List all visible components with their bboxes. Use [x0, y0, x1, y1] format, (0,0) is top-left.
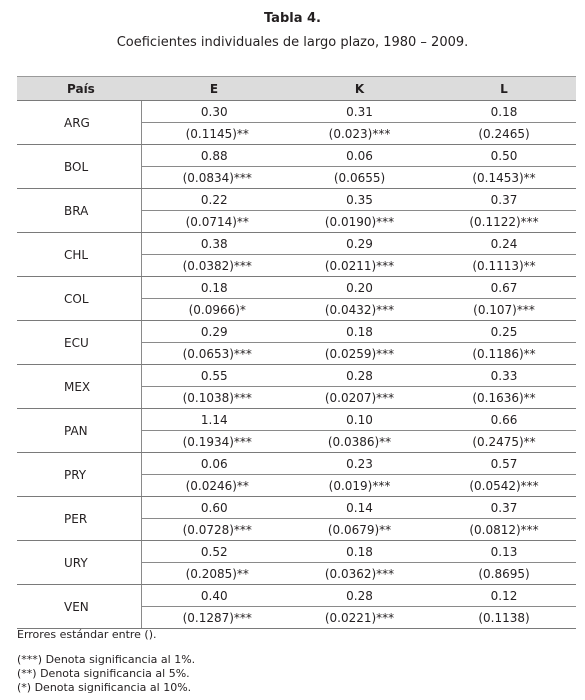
- coefficient-l-cell: 0.18: [432, 101, 576, 123]
- standard-error-e-cell: (0.0966)*: [141, 299, 287, 321]
- standard-error-l-cell: (0.1636)**: [432, 387, 576, 409]
- coefficient-e-cell: 0.30: [141, 101, 287, 123]
- coefficient-e-cell: 0.55: [141, 365, 287, 387]
- coefficient-e-cell: 0.22: [141, 189, 287, 211]
- coefficient-k-cell: 0.10: [287, 409, 432, 431]
- standard-error-e-cell: (0.0834)***: [141, 167, 287, 189]
- coefficient-l-cell: 0.12: [432, 585, 576, 607]
- header-country: País: [17, 77, 141, 101]
- standard-error-e-cell: (0.0246)**: [141, 475, 287, 497]
- table-row-coefficients: [17, 585, 576, 607]
- standard-error-l-cell: (0.2465): [432, 123, 576, 145]
- coefficient-k-cell: 0.23: [287, 453, 432, 475]
- standard-error-k-cell: (0.0679)**: [287, 519, 432, 541]
- standard-error-e-cell: (0.1934)***: [141, 431, 287, 453]
- header-e: E: [141, 77, 287, 101]
- coefficient-k-cell: 0.31: [287, 101, 432, 123]
- coefficient-k-cell: 0.18: [287, 321, 432, 343]
- table-row-coefficients: [17, 101, 576, 123]
- standard-error-k-cell: (0.0190)***: [287, 211, 432, 233]
- coefficient-e-cell: 0.40: [141, 585, 287, 607]
- coefficient-l-cell: 0.67: [432, 277, 576, 299]
- coefficient-l-cell: 0.33: [432, 365, 576, 387]
- coefficient-e-cell: 0.06: [141, 453, 287, 475]
- coefficient-k-cell: 0.28: [287, 365, 432, 387]
- coefficient-k-cell: 0.20: [287, 277, 432, 299]
- standard-error-k-cell: (0.023)***: [287, 123, 432, 145]
- note-standard-errors: Errores estándar entre ().: [17, 628, 157, 641]
- table-subtitle: Coeficientes individuales de largo plazo, 1980 – 2009.: [116, 35, 469, 50]
- standard-error-k-cell: (0.0221)***: [287, 607, 432, 629]
- standard-error-l-cell: (0.1122)***: [432, 211, 576, 233]
- standard-error-l-cell: (0.0542)***: [432, 475, 576, 497]
- country-cell: BOL: [17, 145, 141, 189]
- coefficient-e-cell: 0.29: [141, 321, 287, 343]
- standard-error-e-cell: (0.1038)***: [141, 387, 287, 409]
- standard-error-l-cell: (0.8695): [432, 563, 576, 585]
- coefficient-l-cell: 0.57: [432, 453, 576, 475]
- standard-error-k-cell: (0.0432)***: [287, 299, 432, 321]
- standard-error-k-cell: (0.0655): [287, 167, 432, 189]
- coefficient-k-cell: 0.06: [287, 145, 432, 167]
- standard-error-l-cell: (0.0812)***: [432, 519, 576, 541]
- standard-error-e-cell: (0.0728)***: [141, 519, 287, 541]
- standard-error-e-cell: (0.1145)**: [141, 123, 287, 145]
- standard-error-l-cell: (0.2475)**: [432, 431, 576, 453]
- country-cell: MEX: [17, 365, 141, 409]
- country-cell: ECU: [17, 321, 141, 365]
- country-cell: PER: [17, 497, 141, 541]
- table-row-coefficients: [17, 497, 576, 519]
- note-significance-5: (**) Denota significancia al 5%.: [17, 667, 190, 680]
- coefficient-l-cell: 0.25: [432, 321, 576, 343]
- table-title: Tabla 4.: [263, 11, 321, 26]
- country-cell: BRA: [17, 189, 141, 233]
- country-cell: CHL: [17, 233, 141, 277]
- country-cell: COL: [17, 277, 141, 321]
- coefficient-l-cell: 0.66: [432, 409, 576, 431]
- note-significance-1: (***) Denota significancia al 1%.: [17, 653, 196, 666]
- header-row: [17, 77, 576, 101]
- country-cell: URY: [17, 541, 141, 585]
- note-significance-10: (*) Denota significancia al 10%.: [17, 681, 192, 694]
- standard-error-l-cell: (0.1138): [432, 607, 576, 629]
- country-cell: VEN: [17, 585, 141, 629]
- standard-error-e-cell: (0.0714)**: [141, 211, 287, 233]
- standard-error-k-cell: (0.0259)***: [287, 343, 432, 365]
- standard-error-e-cell: (0.2085)**: [141, 563, 287, 585]
- table-row-coefficients: [17, 189, 576, 211]
- table-body: [17, 101, 576, 629]
- standard-error-k-cell: (0.019)***: [287, 475, 432, 497]
- standard-error-e-cell: (0.0382)***: [141, 255, 287, 277]
- coefficient-e-cell: 0.18: [141, 277, 287, 299]
- table-row-coefficients: [17, 233, 576, 255]
- table-row-coefficients: [17, 321, 576, 343]
- coefficient-l-cell: 0.24: [432, 233, 576, 255]
- standard-error-l-cell: (0.1453)**: [432, 167, 576, 189]
- header-k: K: [287, 77, 432, 101]
- coefficient-k-cell: 0.14: [287, 497, 432, 519]
- coefficient-e-cell: 0.52: [141, 541, 287, 563]
- coefficient-e-cell: 0.60: [141, 497, 287, 519]
- table-row-coefficients: [17, 145, 576, 167]
- standard-error-l-cell: (0.1186)**: [432, 343, 576, 365]
- standard-error-k-cell: (0.0362)***: [287, 563, 432, 585]
- table-notes: [17, 628, 195, 695]
- coefficient-l-cell: 0.13: [432, 541, 576, 563]
- coefficient-k-cell: 0.18: [287, 541, 432, 563]
- country-cell: ARG: [17, 101, 141, 145]
- standard-error-e-cell: (0.1287)***: [141, 607, 287, 629]
- standard-error-k-cell: (0.0386)**: [287, 431, 432, 453]
- coefficient-e-cell: 1.14: [141, 409, 287, 431]
- table-row-coefficients: [17, 365, 576, 387]
- coefficient-e-cell: 0.38: [141, 233, 287, 255]
- standard-error-l-cell: (0.1113)**: [432, 255, 576, 277]
- coefficient-l-cell: 0.50: [432, 145, 576, 167]
- standard-error-k-cell: (0.0207)***: [287, 387, 432, 409]
- coefficient-l-cell: 0.37: [432, 497, 576, 519]
- table-row-coefficients: [17, 541, 576, 563]
- coefficient-l-cell: 0.37: [432, 189, 576, 211]
- standard-error-e-cell: (0.0653)***: [141, 343, 287, 365]
- country-cell: PRY: [17, 453, 141, 497]
- table-row-coefficients: [17, 277, 576, 299]
- standard-error-l-cell: (0.107)***: [432, 299, 576, 321]
- coefficients-table: [17, 76, 576, 629]
- table-row-coefficients: [17, 409, 576, 431]
- country-cell: PAN: [17, 409, 141, 453]
- header-l: L: [432, 77, 576, 101]
- table-row-coefficients: [17, 453, 576, 475]
- standard-error-k-cell: (0.0211)***: [287, 255, 432, 277]
- coefficient-k-cell: 0.35: [287, 189, 432, 211]
- coefficient-e-cell: 0.88: [141, 145, 287, 167]
- coefficient-k-cell: 0.28: [287, 585, 432, 607]
- coefficient-k-cell: 0.29: [287, 233, 432, 255]
